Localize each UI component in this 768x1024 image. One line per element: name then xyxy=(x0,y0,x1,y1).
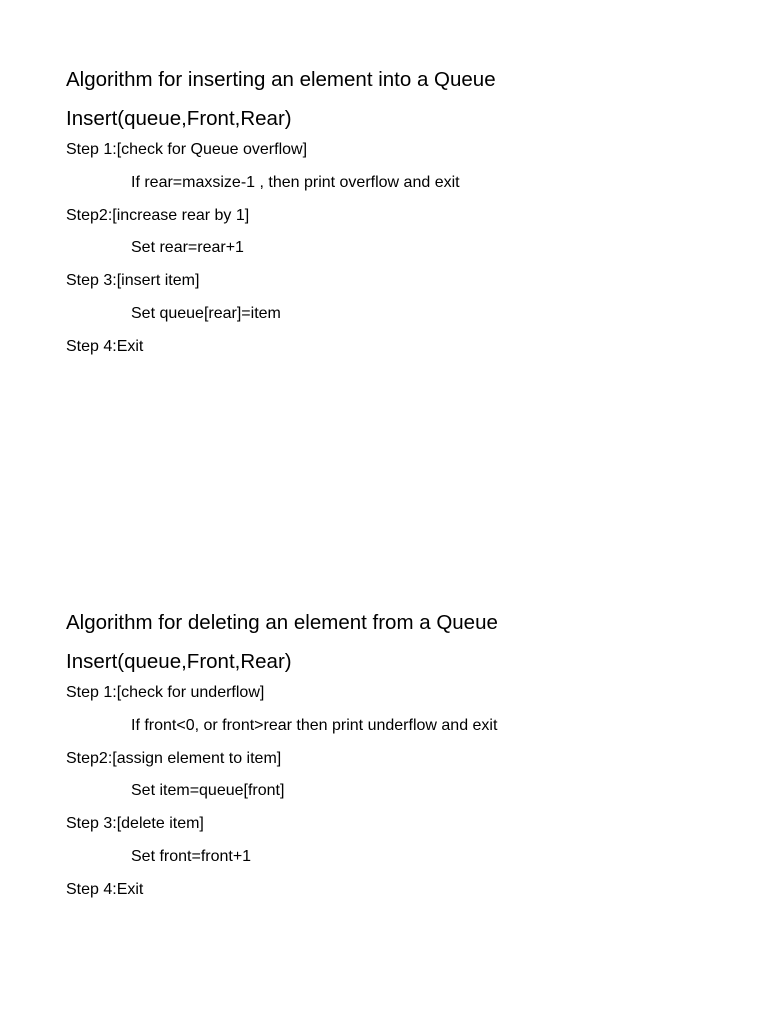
delete-step-2: Step2:[assign element to item] xyxy=(66,749,282,767)
insert-algorithm-section xyxy=(66,66,746,369)
insert-algorithm-signature: Insert(queue,Front,Rear) xyxy=(66,107,292,130)
delete-step-4: Step 4:Exit xyxy=(66,880,144,898)
insert-step-2-detail: Set rear=rear+1 xyxy=(131,239,244,257)
insert-step-4: Step 4:Exit xyxy=(66,337,144,355)
insert-algorithm-title: Algorithm for inserting an element into a Queue xyxy=(66,68,496,91)
delete-algorithm-signature: Insert(queue,Front,Rear) xyxy=(66,650,292,673)
delete-algorithm-section xyxy=(66,609,746,912)
delete-step-3-detail: Set front=front+1 xyxy=(131,847,252,865)
delete-step-1-detail: If front<0, or front>rear then print underflow and exit xyxy=(131,716,498,734)
insert-step-2: Step2:[increase rear by 1] xyxy=(66,206,250,224)
insert-step-1: Step 1:[check for Queue overflow] xyxy=(66,141,308,158)
insert-step-1-detail: If rear=maxsize-1 , then print overflow and exit xyxy=(131,173,460,191)
insert-step-3: Step 3:[insert item] xyxy=(66,272,200,290)
insert-step-3-detail: Set queue[rear]=item xyxy=(131,304,281,322)
delete-step-1: Step 1:[check for underflow] xyxy=(66,684,265,701)
delete-algorithm-title: Algorithm for deleting an element from a Queue xyxy=(66,611,498,634)
delete-step-3: Step 3:[delete item] xyxy=(66,815,204,833)
delete-step-2-detail: Set item=queue[front] xyxy=(131,782,285,800)
